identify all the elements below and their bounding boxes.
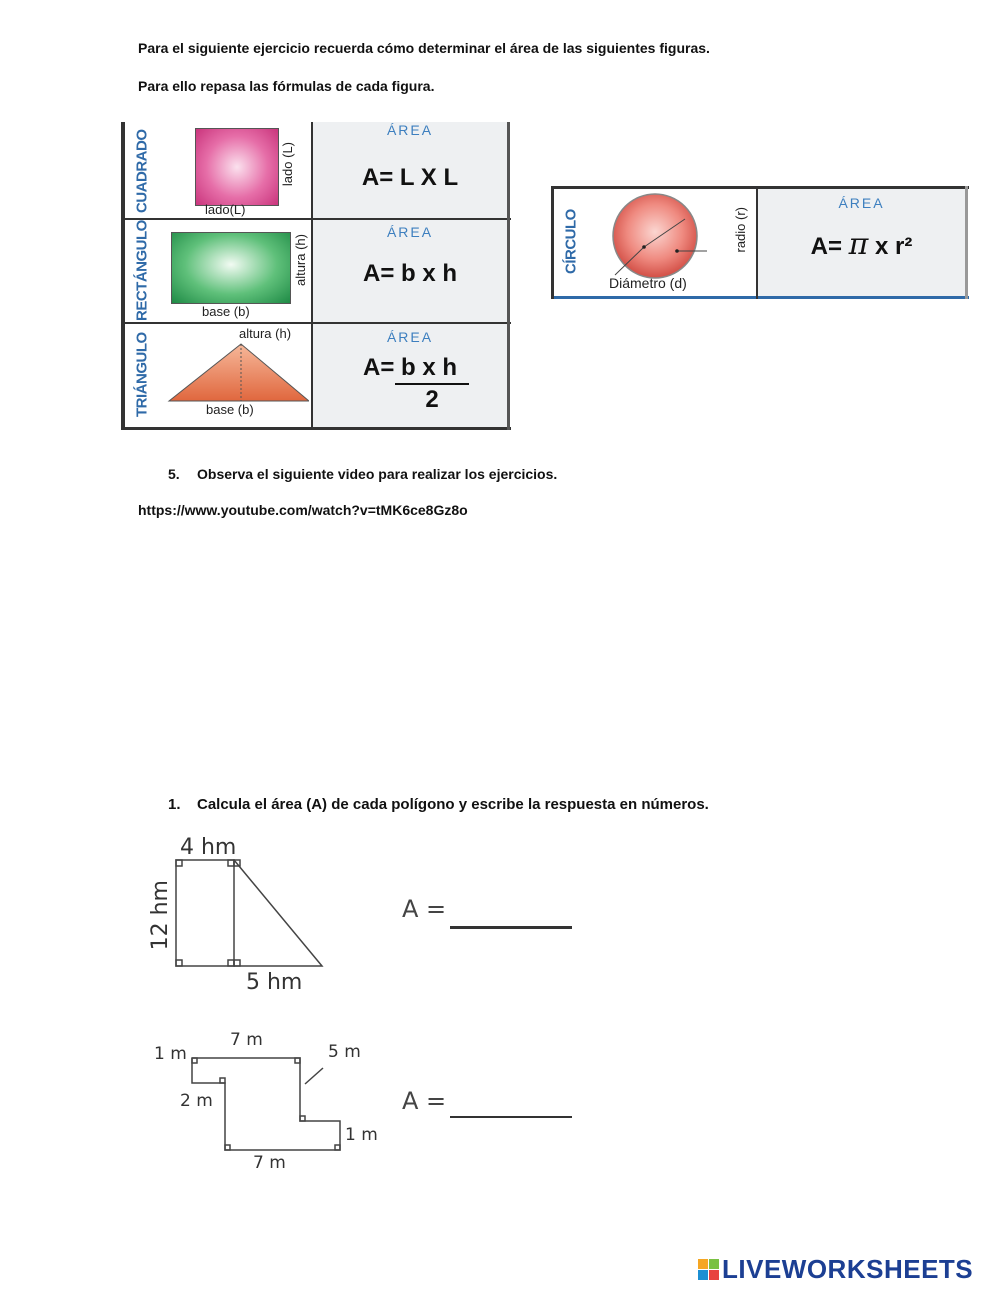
intro-line-1: Para el siguiente ejercicio recuerda cómo determinar el área de las siguientes figuras. xyxy=(138,40,710,56)
polygon-1-left-label: 12 hm xyxy=(148,880,173,951)
polygon-2-top-left-label: 1 m xyxy=(154,1044,187,1064)
polygon-2-bottom-label: 7 m xyxy=(253,1153,286,1173)
square-figure xyxy=(159,122,309,218)
logo-icon xyxy=(698,1259,719,1280)
rectangle-formula-cell xyxy=(313,220,507,322)
polygon-1-answer-label: A = xyxy=(402,895,447,923)
circle-figure xyxy=(587,189,755,296)
triangle-label: TRIÁNGULO xyxy=(133,332,151,418)
question-5-text: Observa el siguiente video para realizar los ejercicios. xyxy=(197,466,558,482)
polygon-2-top-label: 7 m xyxy=(230,1030,263,1050)
triangle-formula xyxy=(313,354,507,382)
video-link[interactable]: https://www.youtube.com/watch?v=tMK6ce8Gz8o xyxy=(138,502,468,518)
circle-radius: radio (r) xyxy=(733,207,748,253)
question-1-text: Calcula el área (A) de cada polígono y escribe la respuesta en números. xyxy=(197,796,709,813)
rectangle-label: RECTÁNGULO xyxy=(133,220,151,322)
square-formula: A= L X L xyxy=(361,164,459,191)
triangle-fraction-bar xyxy=(395,383,469,385)
rectangle-area-heading: ÁREA xyxy=(386,224,434,240)
triangle-base: base (b) xyxy=(206,402,254,417)
circle-formula-cell xyxy=(758,189,965,296)
triangle-area-heading: ÁREA xyxy=(386,329,434,345)
polygon-1-top-label: 4 hm xyxy=(180,835,237,860)
polygon-2-answer-blank[interactable] xyxy=(450,1116,572,1118)
circle-area-heading: ÁREA xyxy=(838,195,885,211)
rectangle-height: altura (h) xyxy=(293,234,308,287)
circle-formula-b: x r² xyxy=(875,233,913,260)
polygon-2-left-label: 2 m xyxy=(180,1091,213,1111)
polygon-1 xyxy=(150,835,340,995)
polygon-1-bottom-label: 5 hm xyxy=(246,970,303,995)
circle-formula xyxy=(758,227,965,262)
square-side-bottom: lado(L) xyxy=(205,202,246,217)
rectangle-figure xyxy=(159,220,309,322)
circle-diameter: Diámetro (d) xyxy=(609,275,687,291)
polygon-2-right-label: 1 m xyxy=(345,1125,378,1145)
square-area-heading: ÁREA xyxy=(386,122,434,138)
rectangle-formula: A= b x h xyxy=(362,260,458,287)
polygon-1-answer-blank[interactable] xyxy=(450,926,572,929)
triangle-height: altura (h) xyxy=(239,326,292,341)
logo-text: LIVEWORKSHEETS xyxy=(722,1254,974,1284)
polygon-2-diagonal-label: 5 m xyxy=(328,1042,361,1062)
triangle-formula-numerator: A= b x h xyxy=(362,354,458,381)
triangle-formula-cell xyxy=(313,324,507,427)
polygon-2-answer-label: A = xyxy=(402,1087,447,1115)
intro-line-2: Para ello repasa las fórmulas de cada figura. xyxy=(138,78,435,94)
question-5-number: 5. xyxy=(168,466,180,482)
pi-symbol: π xyxy=(848,227,869,262)
circle-label: CÍRCULO xyxy=(562,209,580,275)
formula-table-left xyxy=(121,122,511,430)
rectangle-base: base (b) xyxy=(202,304,250,319)
liveworksheets-logo[interactable] xyxy=(698,1254,973,1285)
square-formula-cell xyxy=(313,122,507,218)
square-side-right: lado (L) xyxy=(280,142,295,187)
square-label: CUADRADO xyxy=(133,129,151,213)
formula-table-circle xyxy=(551,186,969,302)
polygon-2 xyxy=(150,1028,390,1178)
polygon-1-shape xyxy=(150,835,340,995)
triangle-figure xyxy=(159,324,309,426)
question-1-number: 1. xyxy=(168,796,181,813)
circle-formula-a: A= xyxy=(810,233,842,260)
square-shape xyxy=(195,128,279,206)
triangle-formula-denominator: 2 xyxy=(425,386,439,413)
rectangle-shape xyxy=(171,232,291,304)
